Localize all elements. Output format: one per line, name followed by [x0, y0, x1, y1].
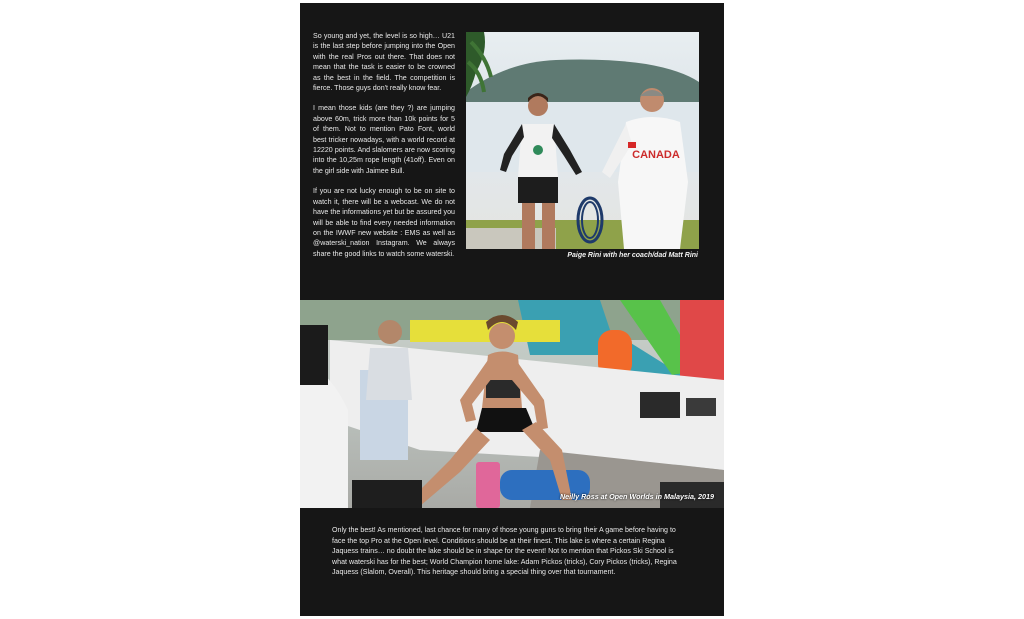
article-paragraph: Only the best! As mentioned, last chance for many of those young guns to bring their A game before having to face the top Pro at the Open level. Conditions should be at their finest. This lake is where a certain Regina Jaquess trains… no doubt the lake should be in shape for the event! Not to mention that Pickos Ski School is what waterski has for the best; World Champion home lake: Adam Pickos (tricks), Cory Pickos (tricks), Regina Jaquess (Slalom, Overall). This heritage should bring a special thing over that tournament. [332, 526, 677, 577]
magazine-page [300, 3, 724, 616]
shirt-canada-text: CANADA [632, 149, 680, 161]
article-paragraph: So young and yet, the level is so high… U21 is the last step before jumping into the Open with the real Pros out there. That does not mean that the task is easier to be crowned as the best in the field. The competition is fierce. Those guys don't really know fear. [313, 32, 455, 93]
photo-caption: Paige Rini with her coach/dad Matt Rini [567, 252, 698, 259]
photo-caption: Neilly Ross at Open Worlds in Malaysia, 2019 [559, 492, 714, 501]
article-paragraph: If you are not lucky enough to be on site to watch it, there will be a webcast. We do not have the informations yet but be assured you will be able to find every needed information on the IWWF new website : EMS as well as @waterski_nation Instagram. We always share the good links to watch some waterski. [313, 187, 455, 258]
photo-paige-rini-coach [466, 32, 699, 249]
photo-neilly-ross-stretching [300, 300, 724, 508]
article-paragraph: I mean those kids (are they ?) are jumping above 60m, trick more than 10k points for 5 of them. Not to mention Pato Font, world best tricker nowadays, with a world record at 12220 points. And slalomers are now scoring into the 10,25m rope length (41off). Even on the girl side with Jaimee Bull. [313, 104, 455, 175]
article-column [313, 31, 455, 269]
